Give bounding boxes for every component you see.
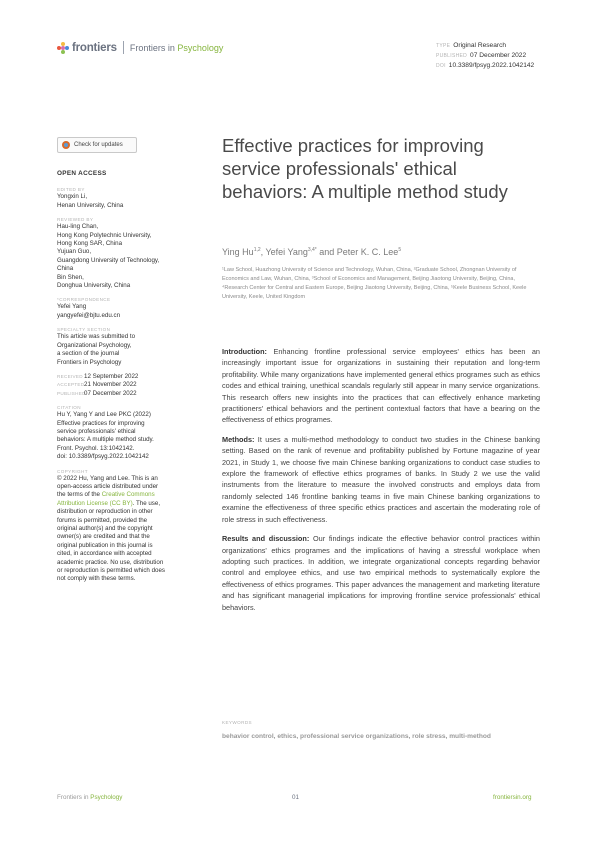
sidebar-line: Donghua University, China — [57, 282, 131, 290]
sidebar-line: Henan University, China — [57, 201, 124, 209]
sidebar-line: Front. Psychol. 13:1042142. — [57, 444, 135, 452]
sidebar-line: This article was submitted to — [57, 333, 136, 341]
check-for-updates-button[interactable]: Check for updates — [57, 137, 137, 153]
sidebar-line: Frontiers in Psychology — [57, 358, 122, 366]
sidebar-line: Guangdong University of Technology, — [57, 256, 160, 264]
open-access-label: OPEN ACCESS — [57, 170, 107, 177]
copyright-label: COPYRIGHT — [57, 468, 88, 474]
sidebar-line: Bin Shen, — [57, 273, 84, 281]
accepted-date: 21 November 2022 — [84, 381, 137, 389]
footer-journal[interactable]: Frontiers in Psychology — [57, 794, 123, 801]
sidebar-line: Hu Y, Yang Y and Lee PKC (2022) — [57, 411, 151, 419]
edited-by-label: EDITED BY — [57, 187, 85, 193]
page-number: 01 — [292, 794, 300, 801]
brand-name[interactable]: frontiers — [72, 41, 117, 54]
sidebar-line: Yefei Yang — [57, 303, 87, 311]
sidebar-line: Hong Kong SAR, China — [57, 240, 123, 248]
sidebar-line: Hong Kong Polytechnic University, — [57, 231, 152, 239]
abstract-introduction: Introduction: Enhancing frontline professional service employees' ethics has been an increasingly important issue for organizations in sustaining their reputation and long-term profitability. While many organizations have implemented general ethics programes such as ethics codes and ethical training, unethical scandals regularly still appear in many service organizations. This research offers new insights into the practices that can effectively enhance marketing practitioners' ethical behaviors and the pertinent contextual factors that have a bearing on the effectiveness of ethics programes. — [222, 347, 540, 425]
reviewed-by — [57, 223, 210, 290]
article-title: Effective practices for improving service professionals' ethical behaviors: A multiple method study — [222, 135, 508, 202]
authors: Ying Hu$^{1,2}$, Yefei Yang$^{3,4*}$ and Peter K. C. Lee$^5$ — [222, 247, 402, 257]
published-date: 07 December 2022 — [84, 389, 137, 397]
publish-date: 07 December 2022 — [470, 52, 527, 59]
sidebar: OPEN ACCESS EDITED BY Yongxin Li, Henan University, China REVIEWED BY Hau-ling Chan, Hong Kong Polytechnic University, Hong Kong SAR, China Yujuan Guo, Guangdong University of Technology, China Bin Shen, Donghua University, China *CORRESPONDENCE Yefei Yang yangyefei@bjtu.edu.cn SPECIALTY SECTION This article was submitted to Organizational Psychology, a section of the journal Frontiers in Psychology RECEIVED 12 September 2022 ACCEPTED 21 November 2022 PUBLISHED 07 December 2022 CITATION Hu Y, Yang Y and Lee PKC (2022) Effective practices for improving service professionals' ethical behaviors: A multiple method study. Front. Psychol. 13:1042142. doi: 10.3389/fpsyg.2022.1042142 COPYRIGHT © 2022 Hu, Yang and Lee. This is an open-access article distributed under the terms of the Creative Commons Attribution License (CC BY). The use, distribution or reproduction in other forums is permitted, provided the original author(s) and the copyright owner(s) are credited and that the original publication in this journal is cited, in accordance with accepted academic practice. No use, distribution or reproduction is permitted which does not comply with these terms. — [57, 170, 210, 584]
article-meta: TYPE Original Research PUBLISHED 07 December 2022 DOI 10.3389/fpsyg.2022.1042142 — [436, 42, 535, 69]
specialty-section — [57, 333, 210, 367]
specialty-label: SPECIALTY SECTION — [57, 327, 111, 333]
crossmark-icon — [62, 141, 70, 149]
sidebar-line: behaviors: A multiple method study. — [57, 436, 154, 444]
sidebar-line: a section of the journal — [57, 350, 120, 358]
sidebar-line: service professionals' ethical — [57, 427, 136, 435]
citation — [57, 411, 210, 461]
journal-name[interactable]: Frontiers in Psychology — [129, 42, 224, 53]
header-divider — [123, 41, 124, 54]
doi[interactable]: 10.3389/fpsyg.2022.1042142 — [448, 62, 535, 69]
keywords-label: KEYWORDS — [222, 720, 252, 725]
keywords: behavior control, ethics, professional service organizations, role stress, multi-method — [222, 733, 491, 740]
received-date: 12 September 2022 — [84, 372, 139, 380]
sidebar-line: Yujuan Guo, — [57, 248, 92, 256]
license-link[interactable]: Creative Commons Attribution License (CC BY) — [57, 491, 155, 507]
affiliations: ¹Law School, Huazhong University of Science and Technology, Wuhan, China, ²Graduate School, Zhongnan University of Economics and Law, Wuhan, China, ³School of Economics and Management, Beijing Jiaotong University, Beijing, China, ⁴Research Center for Central and Eastern Europe, Beijing Jiaotong University, Beijing, China, ⁵Keele Business School, Keele University, Keele, United Kingdom — [222, 267, 527, 300]
correspondence — [57, 303, 210, 320]
sidebar-line: yangyefei@bjtu.edu.cn — [57, 311, 121, 319]
reviewed-by-label: REVIEWED BY — [57, 217, 94, 223]
edited-by — [57, 193, 210, 210]
abstract-results: Results and discussion: Our findings indicate the effective behavior control practices within organizations' ethics programes and the implications of having a stressful workplace when adopting such practices. In addition, we integrate organizational concepts regarding behavior control and employee ethics, and use two empirical methods to systematically explore the effectiveness of ethics programes. This paper advances the management and marketing literature and has significant managerial implications for improving frontline service professionals' ethical behaviors. — [222, 534, 540, 612]
citation-label: CITATION — [57, 405, 81, 411]
abstract — [222, 346, 540, 621]
footer-website-link[interactable]: frontiersin.org — [493, 794, 532, 801]
sidebar-line: Organizational Psychology, — [57, 341, 132, 349]
article-type: Original Research — [453, 42, 507, 49]
abstract-methods: Methods: It uses a multi-method methodology to conduct two studies in the Chinese banking setting. Based on the rank of revenue and profitability published by Fortune magazine of year 2021, in Study 1, we choose five main Chinese banking organizations to conduct case studies to explore the framework of effective ethics programes of banks. In Study 2 we use the valid instruments from the literature to measure the involved constructs and employs data from randomly selected 146 frontline banking teams in five main Chinese banking organizations to examine the effectiveness of three specific ethics practices and ascertain the moderating role of role stress in such effectiveness. — [222, 434, 540, 524]
header-logo — [57, 41, 223, 54]
sidebar-line: doi: 10.3389/fpsyg.2022.1042142 — [57, 453, 149, 461]
sidebar-line: Hau-ling Chan, — [57, 223, 99, 231]
sidebar-line: Effective practices for improving — [57, 419, 145, 427]
frontiers-logo-icon — [57, 42, 69, 54]
sidebar-line: Yongxin Li, — [57, 193, 88, 201]
correspondence-label: *CORRESPONDENCE — [57, 297, 111, 303]
copyright: © 2022 Hu, Yang and Lee. This is an open-access article distributed under the terms of the Creative Commons Attribution License (CC BY). The use, distribution or reproduction in other forums is permitted, provided the original author(s) and the copyright owner(s) are credited and that the original publication in this journal is cited, in accordance with accepted academic practice. No use, distribution or reproduction is permitted which does not comply with these terms. — [57, 474, 165, 583]
sidebar-line: China — [57, 265, 74, 273]
